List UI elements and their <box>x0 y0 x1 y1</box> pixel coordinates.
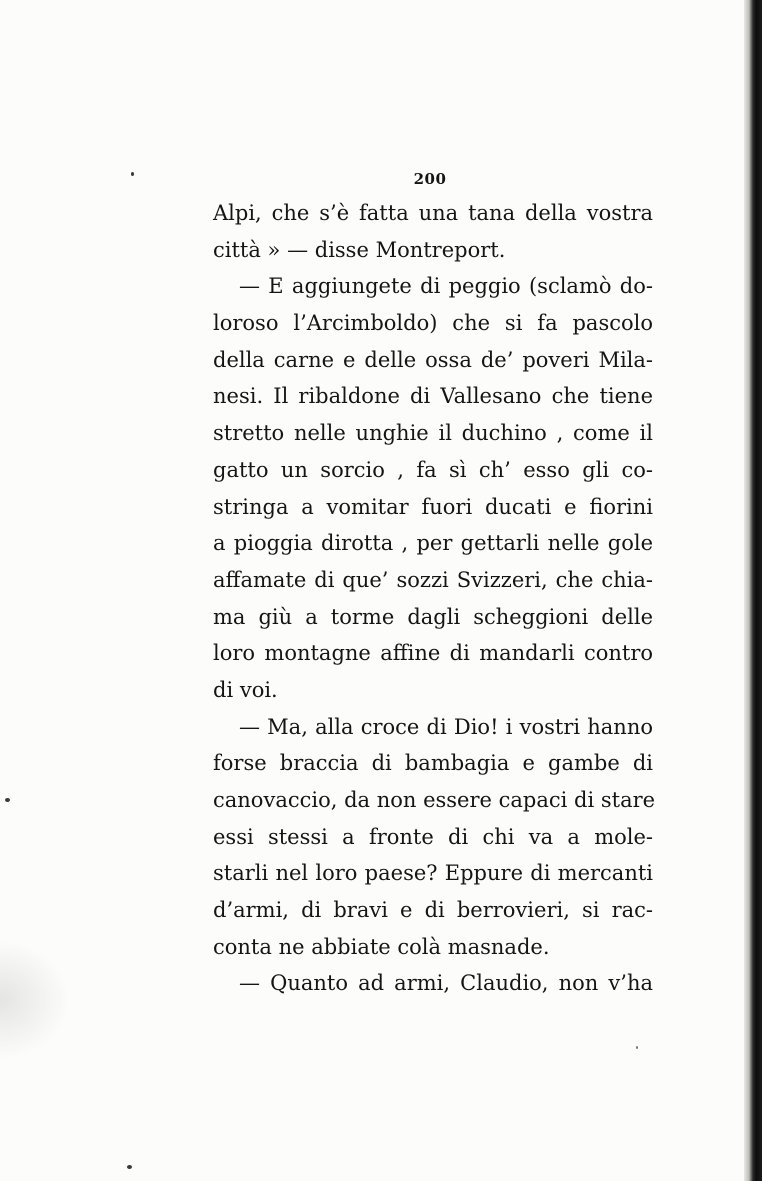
text-line: città » — disse Montreport. <box>213 237 506 262</box>
text-line: essi stessi a fronte di chi va a mole- <box>213 824 653 849</box>
ink-speck <box>5 798 10 802</box>
page-number: 200 <box>413 170 447 188</box>
text-line: — Quanto ad armi, Claudio, non v’ha <box>239 971 653 996</box>
text-line: d’armi, di bravi e di berrovieri, si rac- <box>213 898 653 923</box>
text-line: affamate di que’ sozzi Svizzeri, che chia- <box>213 567 653 592</box>
text-line: della carne e delle ossa de’ poveri Mila- <box>213 347 653 372</box>
ink-speck <box>127 1165 132 1169</box>
text-line: forse braccia di bambagia e gambe di <box>213 751 653 776</box>
text-line: canovaccio, da non essere capaci di stare <box>213 788 656 812</box>
text-line: Alpi, che s’è fatta una tana della vostra <box>213 201 653 225</box>
page-smudge <box>0 940 70 1060</box>
text-line: — Ma, alla croce di Dio! i vostri hanno <box>239 714 653 739</box>
ink-speck <box>131 172 134 176</box>
text-line: starli nel loro paese? Eppure di mercanti <box>213 861 653 886</box>
text-line: — E aggiungete di peggio (sclamò do- <box>239 274 653 299</box>
text-line: ma giù a torme dagli scheggioni delle <box>213 604 653 629</box>
text-line: stringa a vomitar fuori ducati e fiorini <box>213 494 653 519</box>
ink-speck <box>636 1046 638 1049</box>
text-line: nesi. Il ribaldone di Vallesano che tiene <box>213 384 653 409</box>
text-line: di voi. <box>213 677 278 702</box>
text-line: a pioggia dirotta , per gettarli nelle gole <box>213 531 653 556</box>
text-line: gatto un sorcio , fa sì ch’ esso gli co- <box>213 457 653 482</box>
text-line: loroso l’Arcimboldo) che si fa pascolo <box>213 311 653 336</box>
text-line: conta ne abbiate colà masnade. <box>213 934 550 959</box>
body-text <box>213 195 656 1002</box>
text-line: loro montagne affine di mandarli contro <box>213 641 653 666</box>
text-line: stretto nelle unghie il duchino , come il <box>213 421 653 446</box>
binding-edge <box>744 0 762 1181</box>
